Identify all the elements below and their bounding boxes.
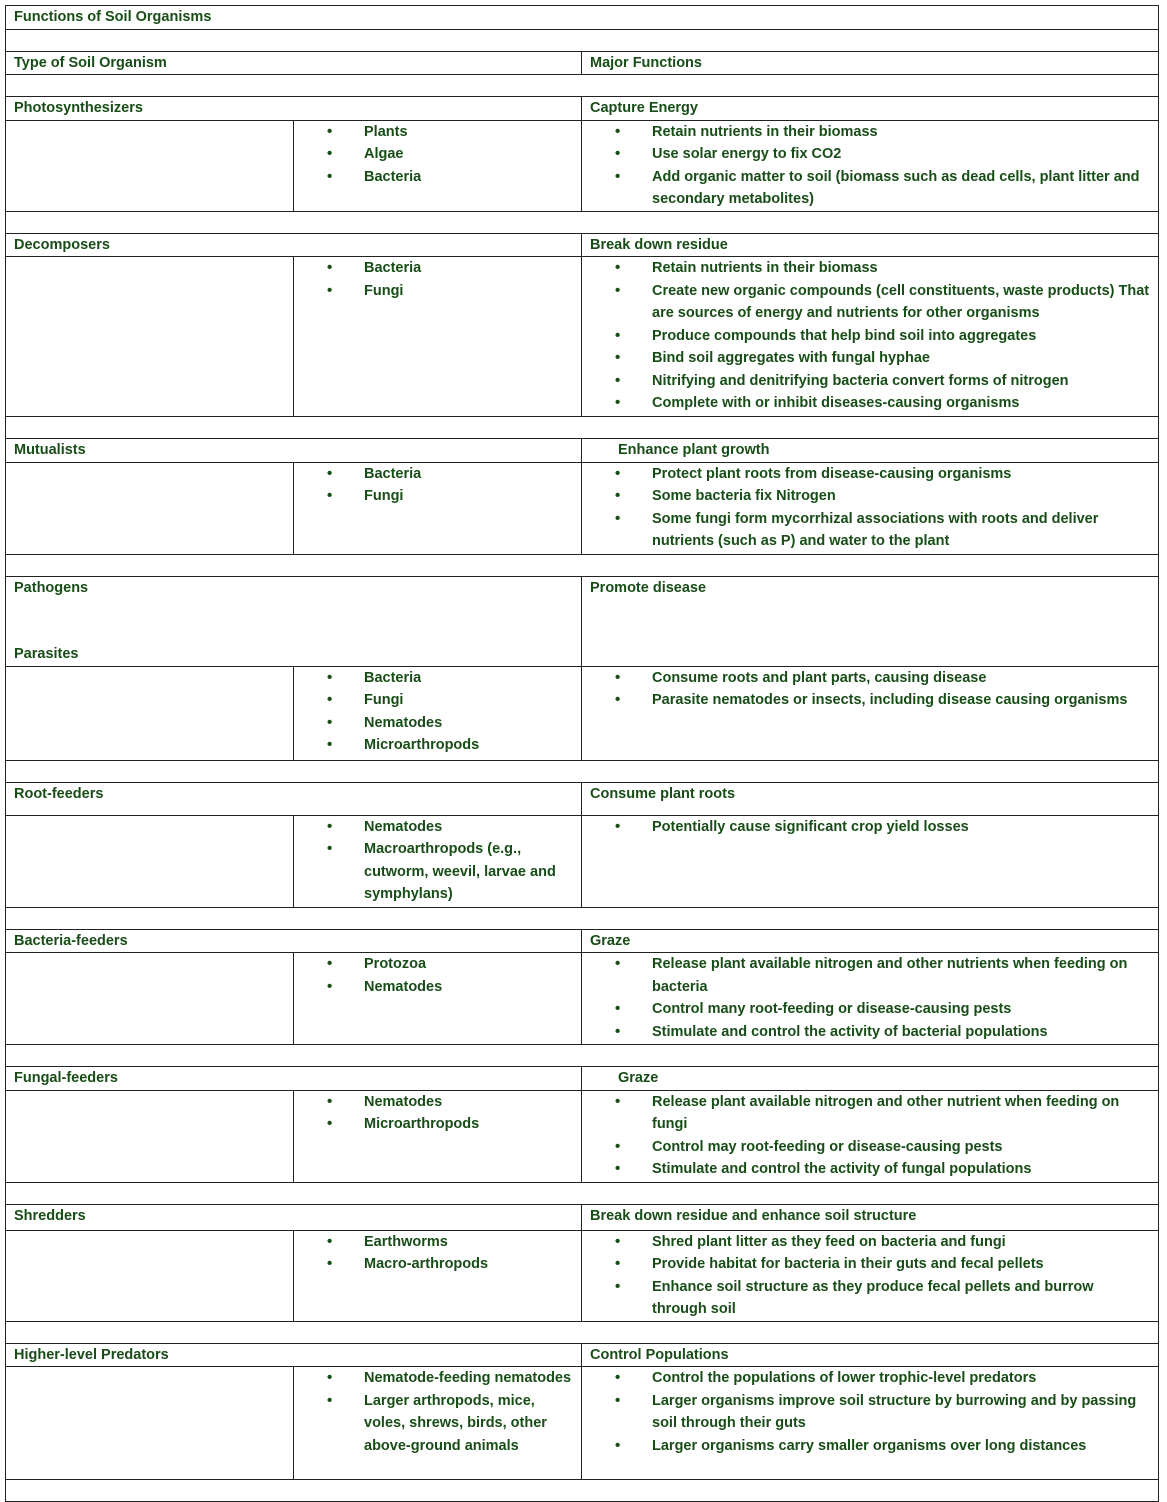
empty-cell [6, 1230, 294, 1321]
organism-type-name: Root-feeders [14, 785, 104, 802]
list-item: • Plants [327, 121, 573, 144]
function-list [590, 257, 1150, 415]
list-item: • Parasite nematodes or insects, including disease causing organisms [615, 689, 1150, 712]
list-item: • Potentially cause significant crop yield losses [615, 816, 1150, 839]
table-row [6, 257, 1159, 417]
list-item: • Consume roots and plant parts, causing disease [615, 667, 1150, 690]
list-item: • Stimulate and control the activity of fungal populations [615, 1158, 1150, 1181]
list-item: • Bacteria [327, 463, 573, 486]
organism-type-label [6, 1343, 582, 1367]
list-item: • Produce compounds that help bind soil into aggregates [615, 325, 1150, 348]
list-item: • Nitrifying and denitrifying bacteria convert forms of nitrogen [615, 370, 1150, 393]
function-list-cell [582, 1230, 1159, 1321]
list-item: • Algae [327, 143, 573, 166]
list-item: • Fungi [327, 280, 573, 303]
function-heading: Enhance plant growth [582, 439, 1159, 463]
list-item: • Protozoa [327, 953, 573, 976]
list-item: • Release plant available nitrogen and other nutrients when feeding on bacteria [615, 953, 1150, 998]
table-row [6, 953, 1159, 1045]
function-list [590, 1231, 1150, 1321]
empty-cell [6, 257, 294, 417]
organism-list-cell [294, 666, 582, 760]
function-list-cell [582, 815, 1159, 907]
spacer-row [6, 211, 1159, 233]
organism-list-cell [294, 1367, 582, 1480]
function-list [590, 463, 1150, 553]
organism-type-label [6, 97, 582, 121]
list-item: • Some fungi form mycorrhizal associations with roots and deliver nutrients (such as P) and water to the plant [615, 508, 1150, 553]
function-heading: Break down residue and enhance soil structure [582, 1204, 1159, 1230]
spacer-row [6, 29, 1159, 51]
organism-list [302, 667, 573, 757]
function-list [590, 953, 1150, 1043]
table-title: Functions of Soil Organisms [6, 6, 1159, 30]
list-item: • Retain nutrients in their biomass [615, 121, 1150, 144]
list-item: • Enhance soil structure as they produce fecal pellets and burrow through soil [615, 1276, 1150, 1321]
table-row [6, 815, 1159, 907]
organism-list-cell [294, 1090, 582, 1182]
list-item: • Earthworms [327, 1231, 573, 1254]
list-item: • Microarthropods [327, 734, 573, 757]
function-heading: Consume plant roots [582, 782, 1159, 815]
list-item: • Shred plant litter as they feed on bacteria and fungi [615, 1231, 1150, 1254]
organism-list [302, 1231, 573, 1276]
table-row [6, 120, 1159, 211]
organism-type-label [6, 1204, 582, 1230]
function-list-cell [582, 120, 1159, 211]
list-item: • Control may root-feeding or disease-causing pests [615, 1136, 1150, 1159]
organism-list-cell [294, 257, 582, 417]
function-heading: Control Populations [582, 1343, 1159, 1367]
organism-type-label [6, 782, 582, 815]
list-item: • Nematodes [327, 1091, 573, 1114]
function-list [590, 816, 1150, 839]
list-item: • Larger arthropods, mice, voles, shrews, birds, other above-ground animals [327, 1390, 573, 1458]
spacer-row [6, 1480, 1159, 1502]
column-header-functions: Major Functions [582, 51, 1159, 75]
spacer-row [6, 75, 1159, 97]
function-list-cell [582, 1367, 1159, 1480]
function-list [590, 1367, 1150, 1457]
spacer-row [6, 907, 1159, 929]
function-list-cell [582, 257, 1159, 417]
organism-type-name: Photosynthesizers [14, 100, 143, 116]
organism-list-cell [294, 462, 582, 554]
list-item: • Some bacteria fix Nitrogen [615, 485, 1150, 508]
list-item: • Larger organisms improve soil structure by burrowing and by passing soil through their guts [615, 1390, 1150, 1435]
organism-type-label [6, 439, 582, 463]
organism-type-name: Decomposers [14, 236, 110, 253]
organism-list [302, 1367, 573, 1457]
organism-type-name: Higher-level Predators [14, 1346, 169, 1363]
function-heading: Promote disease [582, 576, 1159, 666]
list-item: • Fungi [327, 689, 573, 712]
function-list-cell [582, 1090, 1159, 1182]
groups-body [6, 97, 1159, 1502]
empty-cell [6, 1367, 294, 1480]
organism-list-cell [294, 953, 582, 1045]
organism-list [302, 463, 573, 508]
list-item: • Nematodes [327, 712, 573, 735]
organism-type-name: Pathogens [14, 579, 89, 596]
organism-type-label [6, 929, 582, 953]
list-item: • Bacteria [327, 166, 573, 189]
empty-cell [6, 120, 294, 211]
organism-type-name: Shredders [14, 1207, 86, 1224]
organism-type-label [6, 233, 582, 257]
function-heading: Graze [582, 1067, 1159, 1091]
function-heading: Graze [582, 929, 1159, 953]
table-row [6, 1230, 1159, 1321]
organism-list-cell [294, 1230, 582, 1321]
table-row [6, 666, 1159, 760]
soil-organisms-table [5, 5, 1159, 1502]
organism-list [302, 121, 573, 189]
spacer-row [6, 760, 1159, 782]
organism-type-label [6, 576, 582, 666]
list-item: • Add organic matter to soil (biomass such as dead cells, plant litter and secondary metabolites) [615, 166, 1150, 211]
list-item: • Nematodes [327, 816, 573, 839]
function-list-cell [582, 953, 1159, 1045]
list-item: • Use solar energy to fix CO2 [615, 143, 1150, 166]
organism-list [302, 816, 573, 906]
organism-type-name-secondary: Parasites [14, 646, 79, 662]
list-item: • Control many root-feeding or disease-causing pests [615, 998, 1150, 1021]
empty-cell [6, 815, 294, 907]
list-item: • Nematodes [327, 976, 573, 999]
spacer-row [6, 1321, 1159, 1343]
function-list-cell [582, 666, 1159, 760]
function-heading: Capture Energy [582, 97, 1159, 121]
list-item: • Larger organisms carry smaller organisms over long distances [615, 1435, 1150, 1458]
organism-type-name: Bacteria-feeders [14, 932, 128, 949]
function-heading: Break down residue [582, 233, 1159, 257]
list-item: • Stimulate and control the activity of bacterial populations [615, 1021, 1150, 1044]
spacer-row [6, 417, 1159, 439]
list-item: • Provide habitat for bacteria in their guts and fecal pellets [615, 1253, 1150, 1276]
soil-organisms-document [5, 5, 1158, 1502]
function-list [590, 121, 1150, 211]
spacer-row [6, 1045, 1159, 1067]
empty-cell [6, 953, 294, 1045]
list-item: • Fungi [327, 485, 573, 508]
organism-list [302, 953, 573, 998]
spacer-row [6, 1182, 1159, 1204]
organism-list-cell [294, 815, 582, 907]
empty-cell [6, 666, 294, 760]
list-item: • Control the populations of lower trophic-level predators [615, 1367, 1150, 1390]
list-item: • Protect plant roots from disease-causing organisms [615, 463, 1150, 486]
organism-type-name: Mutualists [14, 442, 86, 458]
empty-cell [6, 1090, 294, 1182]
function-list [590, 1091, 1150, 1181]
organism-list [302, 1091, 573, 1136]
function-list [590, 667, 1150, 712]
organism-list-cell [294, 120, 582, 211]
spacer-row [6, 554, 1159, 576]
list-item: • Macroarthropods (e.g., cutworm, weevil, larvae and symphylans) [327, 838, 573, 906]
column-header-type: Type of Soil Organism [6, 51, 582, 75]
list-item: • Release plant available nitrogen and other nutrient when feeding on fungi [615, 1091, 1150, 1136]
list-item: • Nematode-feeding nematodes [327, 1367, 573, 1390]
table-row [6, 1367, 1159, 1480]
list-item: • Retain nutrients in their biomass [615, 257, 1150, 280]
list-item: • Macro-arthropods [327, 1253, 573, 1276]
table-row [6, 462, 1159, 554]
organism-list [302, 257, 573, 302]
list-item: • Bind soil aggregates with fungal hyphae [615, 347, 1150, 370]
list-item: • Bacteria [327, 257, 573, 280]
organism-type-label [6, 1067, 582, 1091]
function-list-cell [582, 462, 1159, 554]
table-row [6, 1090, 1159, 1182]
list-item: • Create new organic compounds (cell constituents, waste products) That are sources of energy and nutrients for other organisms [615, 280, 1150, 325]
organism-type-name: Fungal-feeders [14, 1070, 118, 1086]
list-item: • Complete with or inhibit diseases-causing organisms [615, 392, 1150, 415]
empty-cell [6, 462, 294, 554]
list-item: • Bacteria [327, 667, 573, 690]
list-item: • Microarthropods [327, 1113, 573, 1136]
